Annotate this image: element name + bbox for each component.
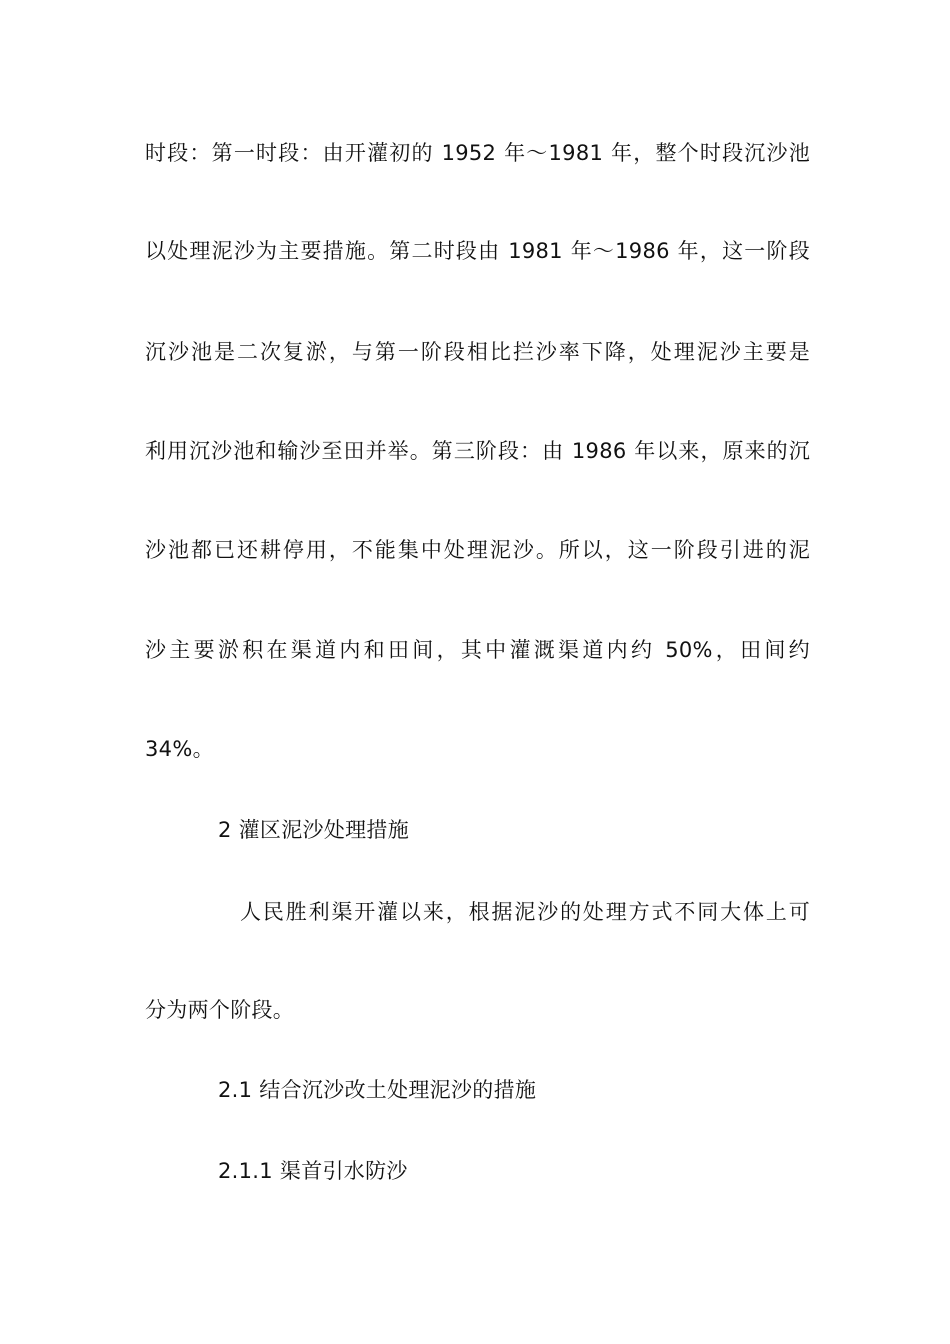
section-heading: 2 灌区泥沙处理措施 — [218, 818, 410, 842]
subsection-heading: 2.1 结合沉沙改土处理泥沙的措施 — [218, 1078, 537, 1102]
subsubsection-heading: 2.1.1 渠首引水防沙 — [218, 1159, 408, 1183]
paragraph-line: 以处理泥沙为主要措施。第二时段由 1981 年～1986 年，这一阶段 — [145, 239, 810, 263]
paragraph-line: 分为两个阶段。 — [145, 998, 295, 1022]
paragraph-line: 时段：第一时段：由开灌初的 1952 年～1981 年，整个时段沉沙池 — [145, 141, 810, 165]
paragraph-line: 34%。 — [145, 737, 214, 761]
paragraph-line: 沉沙池是二次复淤，与第一阶段相比拦沙率下降，处理泥沙主要是 — [145, 340, 810, 364]
paragraph-line: 利用沉沙池和输沙至田并举。第三阶段：由 1986 年以来，原来的沉 — [145, 439, 810, 463]
paragraph-line: 沙主要淤积在渠道内和田间，其中灌溉渠道内约 50%，田间约 — [145, 638, 810, 662]
paragraph-line: 人民胜利渠开灌以来，根据泥沙的处理方式不同大体上可 — [240, 900, 810, 924]
paragraph-line: 沙池都已还耕停用，不能集中处理泥沙。所以，这一阶段引进的泥 — [145, 538, 810, 562]
